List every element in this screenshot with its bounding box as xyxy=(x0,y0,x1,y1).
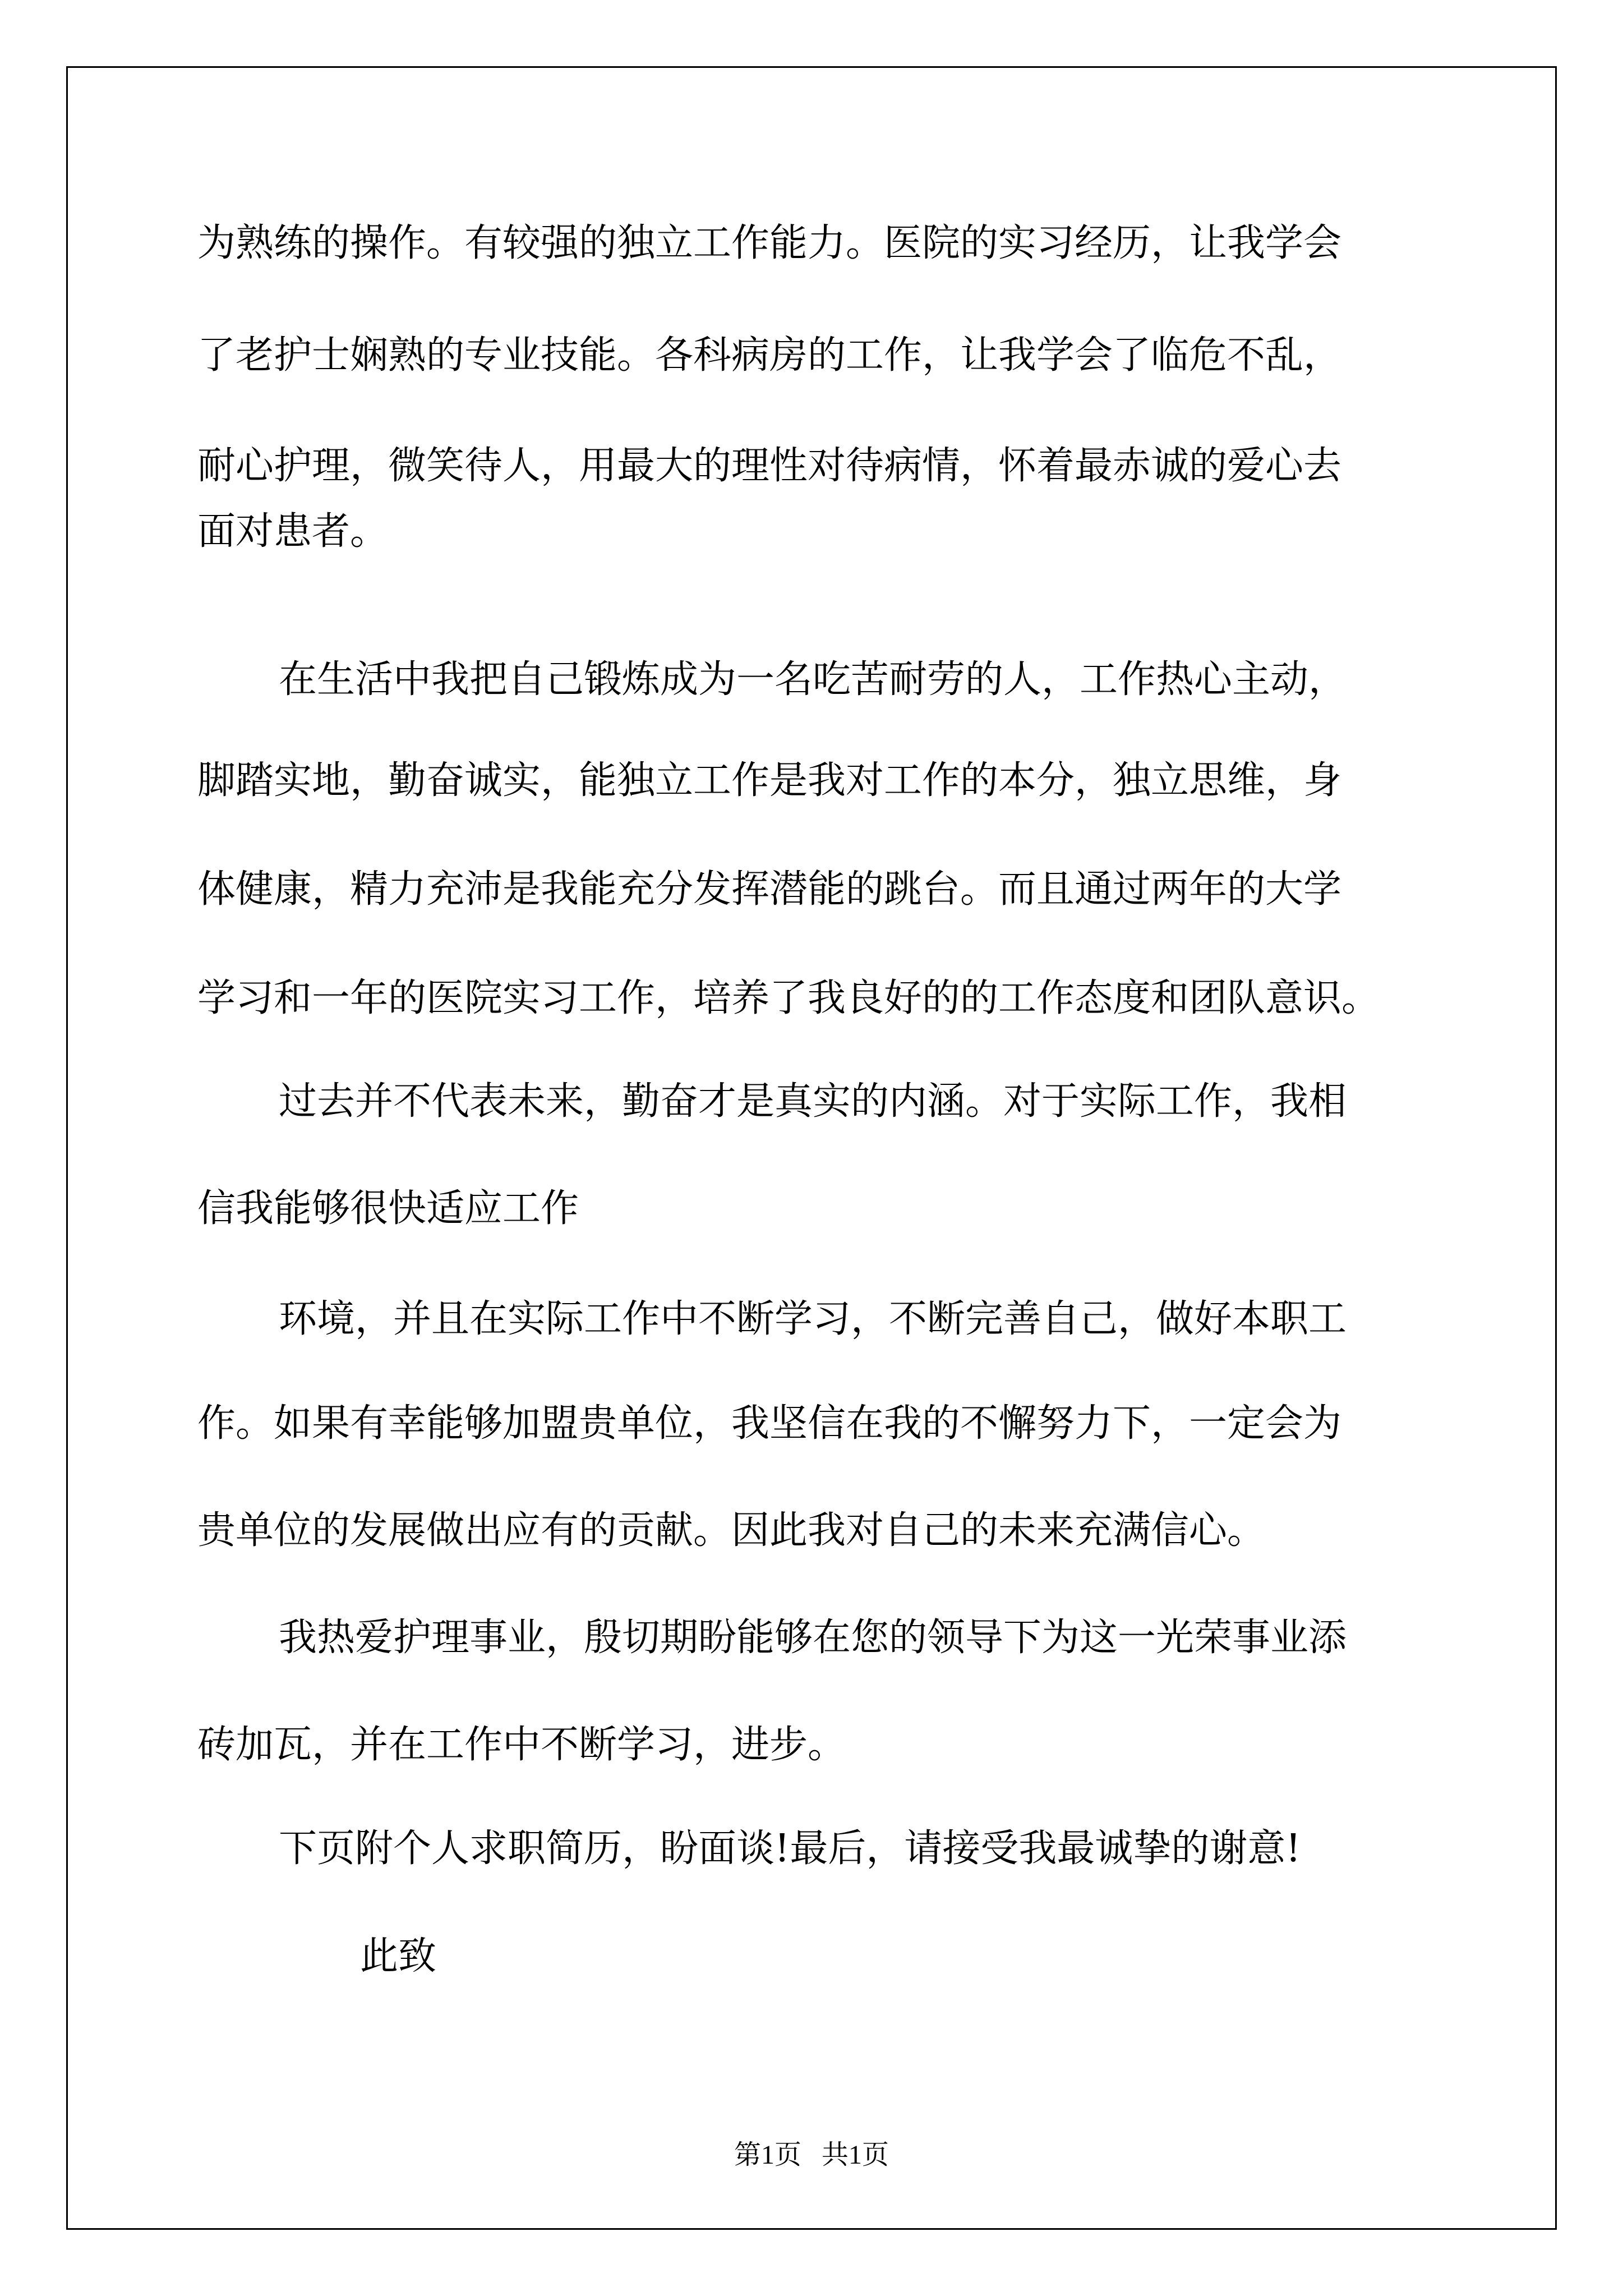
text-line: 学习和一年的医院实习工作，培养了我良好的的工作态度和团队意识。 xyxy=(197,976,1380,1020)
text-line: 脚踏实地，勤奋诚实，能独立工作是我对工作的本分，独立思维，身 xyxy=(197,758,1342,803)
text-line: 我热爱护理事业，殷切期盼能够在您的领导下为这一光荣事业添 xyxy=(279,1616,1347,1660)
text-line: 环境，并且在实际工作中不断学习，不断完善自己，做好本职工 xyxy=(279,1297,1347,1341)
text-line: 面对患者。 xyxy=(197,509,389,554)
text-line: 贵单位的发展做出应有的贡献。因此我对自己的未来充满信心。 xyxy=(197,1508,1266,1553)
text-line: 耐心护理，微笑待人，用最大的理性对待病情，怀着最赤诚的爱心去 xyxy=(197,444,1342,488)
text-line: 体健康，精力充沛是我能充分发挥潜能的跳台。而且通过两年的大学 xyxy=(197,867,1342,912)
text-line: 过去并不代表未来，勤奋才是真实的内涵。对于实际工作，我相 xyxy=(279,1079,1347,1124)
page-footer: 第1页 共1页 xyxy=(734,2140,889,2170)
text-line: 在生活中我把自己锻炼成为一名吃苦耐劳的人，工作热心主动， xyxy=(279,657,1347,702)
text-line: 信我能够很快适应工作 xyxy=(197,1186,579,1231)
text-line: 此致 xyxy=(360,1934,437,1978)
text-line: 下页附个人求职简历，盼面谈!最后，请接受我最诚挚的谢意! xyxy=(279,1826,1301,1871)
page-border xyxy=(66,66,1557,2230)
text-line: 砖加瓦，并在工作中不断学习，进步。 xyxy=(197,1723,846,1767)
text-line: 作。如果有幸能够加盟贵单位，我坚信在我的不懈努力下，一定会为 xyxy=(197,1401,1342,1446)
text-line: 为熟练的操作。有较强的独立工作能力。医院的实习经历，让我学会 xyxy=(197,221,1342,265)
text-line: 了老护士娴熟的专业技能。各科病房的工作，让我学会了临危不乱， xyxy=(197,333,1342,378)
